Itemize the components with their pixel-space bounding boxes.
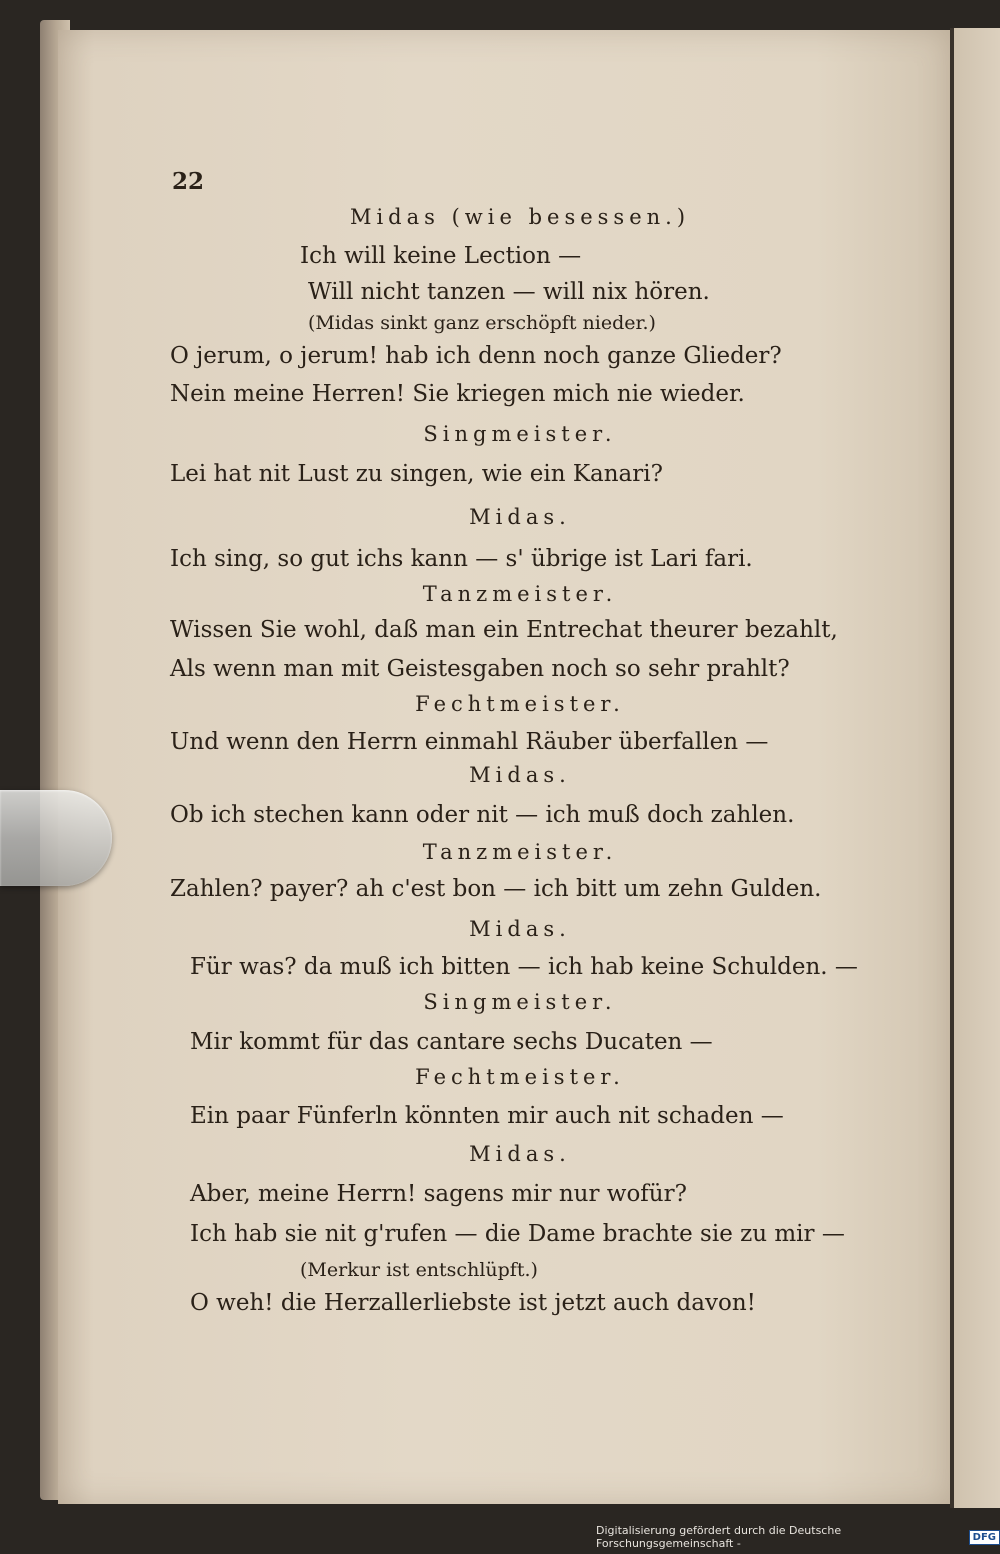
verse-line: Ob ich stechen kann oder nit — ich muß doch zahlen. bbox=[170, 802, 795, 828]
verse-line: Zahlen? payer? ah c'est bon — ich bitt um zehn Gulden. bbox=[170, 876, 822, 902]
verse-line: Aber, meine Herrn! sagens mir nur wofür? bbox=[190, 1181, 687, 1207]
verse-line: Will nicht tanzen — will nix hören. bbox=[308, 279, 710, 305]
page-number: 22 bbox=[172, 168, 205, 195]
footer-credit-bar bbox=[596, 1524, 1000, 1550]
verse-line: O weh! die Herzallerliebste ist jetzt auch davon! bbox=[190, 1290, 756, 1316]
verse-line: Wissen Sie wohl, daß man ein Entrechat theurer bezahlt, bbox=[170, 617, 838, 643]
verse-line: Ein paar Fünferln könnten mir auch nit schaden — bbox=[190, 1103, 784, 1129]
speaker-name: Midas. bbox=[469, 763, 571, 787]
speaker-name: Midas. bbox=[469, 505, 571, 529]
verse-line: Lei hat nit Lust zu singen, wie ein Kanari? bbox=[170, 461, 663, 487]
speaker-name: Tanzmeister. bbox=[422, 582, 618, 606]
stage-direction: (Midas sinkt ganz erschöpft nieder.) bbox=[308, 312, 656, 334]
speaker-name: Singmeister. bbox=[423, 990, 617, 1014]
speaker-name: Midas (wie besessen.) bbox=[349, 205, 691, 229]
verse-line: Nein meine Herren! Sie kriegen mich nie wieder. bbox=[170, 381, 745, 407]
footer-credit: Digitalisierung gefördert durch die Deutsche Forschungsgemeinschaft - bbox=[596, 1524, 842, 1550]
speaker-name: Fechtmeister. bbox=[415, 1065, 625, 1089]
facing-page-edge bbox=[950, 28, 1000, 1508]
verse-line: Ich will keine Lection — bbox=[300, 243, 582, 269]
verse-line: Ich hab sie nit g'rufen — die Dame brachte sie zu mir — bbox=[190, 1221, 845, 1247]
speaker-name: Fechtmeister. bbox=[415, 692, 625, 716]
page-clip bbox=[0, 790, 112, 886]
speaker-name: Tanzmeister. bbox=[422, 840, 618, 864]
verse-line: O jerum, o jerum! hab ich denn noch ganze Glieder? bbox=[170, 343, 782, 369]
dfg-logo: DFG bbox=[969, 1530, 1000, 1545]
verse-line: Mir kommt für das cantare sechs Ducaten — bbox=[190, 1029, 713, 1055]
speaker-name: Midas. bbox=[469, 917, 571, 941]
speaker-name: Singmeister. bbox=[423, 422, 617, 446]
speaker-name: Midas. bbox=[469, 1142, 571, 1166]
verse-line: Und wenn den Herrn einmahl Räuber überfallen — bbox=[170, 729, 769, 755]
stage-direction: (Merkur ist entschlüpft.) bbox=[300, 1259, 538, 1281]
verse-line: Für was? da muß ich bitten — ich hab keine Schulden. — bbox=[190, 954, 858, 980]
verse-line: Ich sing, so gut ichs kann — s' übrige ist Lari fari. bbox=[170, 546, 753, 572]
verse-line: Als wenn man mit Geistesgaben noch so sehr prahlt? bbox=[170, 656, 790, 682]
